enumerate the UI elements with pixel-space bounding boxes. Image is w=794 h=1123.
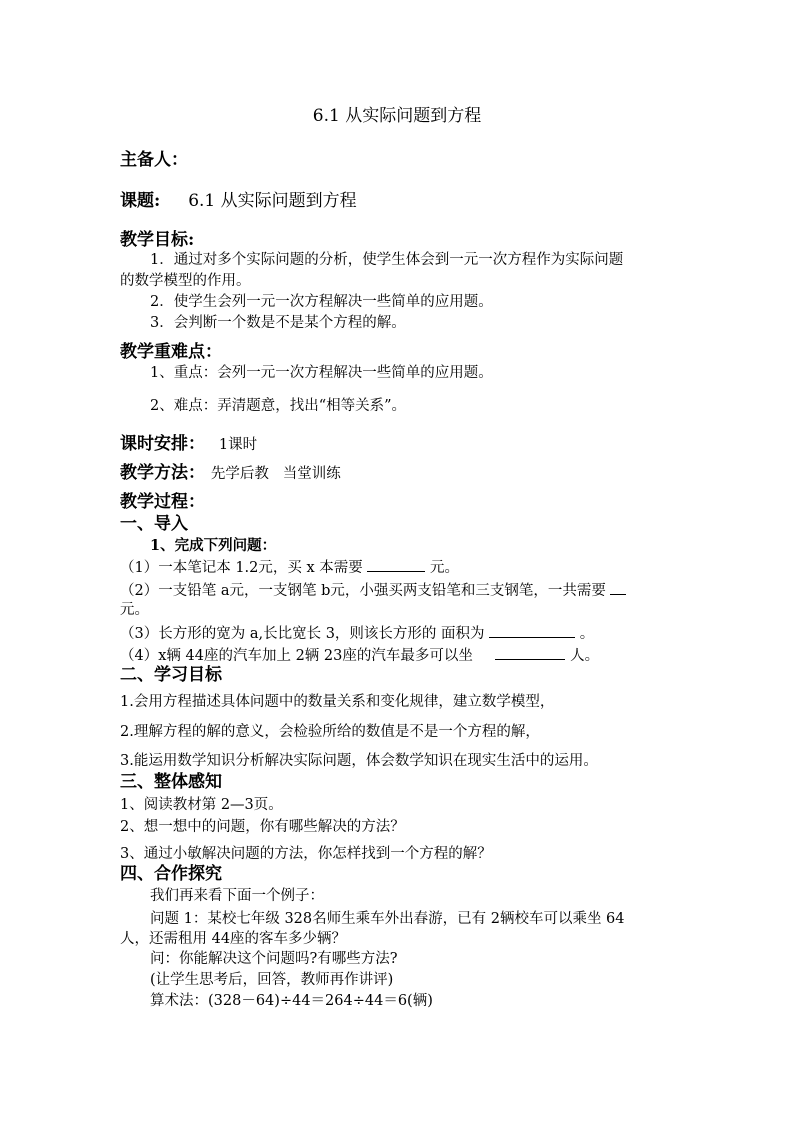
process-heading: 教学过程： [120, 492, 205, 512]
section-2-heading: 二、学习目标 [120, 665, 222, 685]
topic-label: 课题: [120, 191, 161, 211]
topic-line [120, 189, 357, 213]
answer-blank [367, 557, 425, 572]
schedule-value: 1课时 [218, 437, 258, 453]
question-2-unit: 元。 [120, 602, 149, 618]
perception-3: 3、通过小敏解决问题的方法，你怎样找到一个方程的解？ [120, 846, 492, 862]
section-3-heading: 三、整体感知 [120, 772, 222, 792]
perception-2: 2、想一想中的问题，你有哪些解决的方法？ [120, 819, 405, 835]
schedule-line [120, 432, 257, 457]
goal-1: 1．通过对多个实际问题的分析，使学生体会到一元一次方程作为实际问题 [150, 252, 624, 268]
question-2 [120, 580, 626, 601]
question-1-unit: 元。 [430, 560, 460, 576]
explore-line-2: 问题 1：某校七年级 328名师生乘车外出春游，已有 2辆校车可以乘坐 64 [150, 911, 625, 927]
question-3-end: 。 [579, 626, 595, 642]
method-label: 教学方法： [120, 463, 205, 483]
explore-line-3: 人，还需租用 44座的客车多少辆？ [120, 931, 347, 947]
topic-value: 6.1 从实际问题到方程 [188, 191, 357, 211]
key-point-1: 1、重点：会列一元一次方程解决一些简单的应用题。 [150, 365, 493, 381]
explore-line-4: 问：你能解决这个问题吗?有哪些方法? [150, 951, 398, 967]
answer-blank [610, 580, 626, 595]
question-4-text: （4）x辆 44座的汽车加上 2辆 23座的汽车最多可以坐 [120, 648, 473, 664]
method-value: 先学后教 当堂训练 [210, 466, 341, 482]
goal-1-cont: 的数学模型的作用。 [120, 273, 251, 289]
section-1-heading: 一、导入 [120, 514, 188, 534]
question-4-unit: 人。 [570, 648, 600, 664]
goals-heading: 教学目标: [120, 230, 195, 250]
explore-line-1: 我们再来看下面一个例子： [150, 888, 324, 904]
question-1 [120, 557, 459, 578]
schedule-label: 课时安排： [120, 434, 205, 454]
answer-blank [495, 645, 565, 660]
learning-goal-1: 1.会用方程描述具体问题中的数量关系和变化规律，建立数学模型， [120, 694, 555, 710]
key-heading: 教学重难点： [120, 342, 222, 362]
question-1-text: （1）一本笔记本 1.2元，买 x 本需要 [120, 560, 363, 576]
section-4-heading: 四、合作探究 [120, 864, 222, 884]
question-2-text: （2）一支铅笔 a元，一支钢笔 b元，小强买两支铅笔和三支钢笔，一共需要 [120, 583, 606, 599]
goal-3: 3．会判断一个数是不是某个方程的解。 [150, 315, 406, 331]
document-title: 6.1 从实际问题到方程 [312, 106, 482, 126]
goal-2: 2．使学生会列一元一次方程解决一些简单的应用题。 [150, 294, 493, 310]
learning-goal-2: 2.理解方程的解的意义，会检验所给的数值是不是一个方程的解， [120, 724, 540, 740]
answer-blank [489, 623, 575, 638]
method-line [120, 461, 341, 486]
section-1-sub: 1、完成下列问题： [150, 537, 277, 554]
learning-goal-3: 3.能运用数学知识分析解决实际问题，体会数学知识在现实生活中的运用。 [120, 753, 598, 769]
explore-line-5: (让学生思考后，回答，教师再作讲评) [150, 972, 394, 988]
question-3-text: （3）长方形的宽为 a,长比宽长 3，则该长方形的 面积为 [120, 626, 485, 642]
key-point-2: 2、难点：弄清题意，找出“相等关系”。 [150, 398, 407, 414]
question-3 [120, 623, 594, 644]
author-label: 主备人： [120, 150, 188, 170]
explore-line-6: 算术法：(328－64)÷44＝264÷44＝6(辆) [150, 993, 433, 1009]
perception-1: 1、阅读教材第 2—3页。 [120, 797, 283, 813]
